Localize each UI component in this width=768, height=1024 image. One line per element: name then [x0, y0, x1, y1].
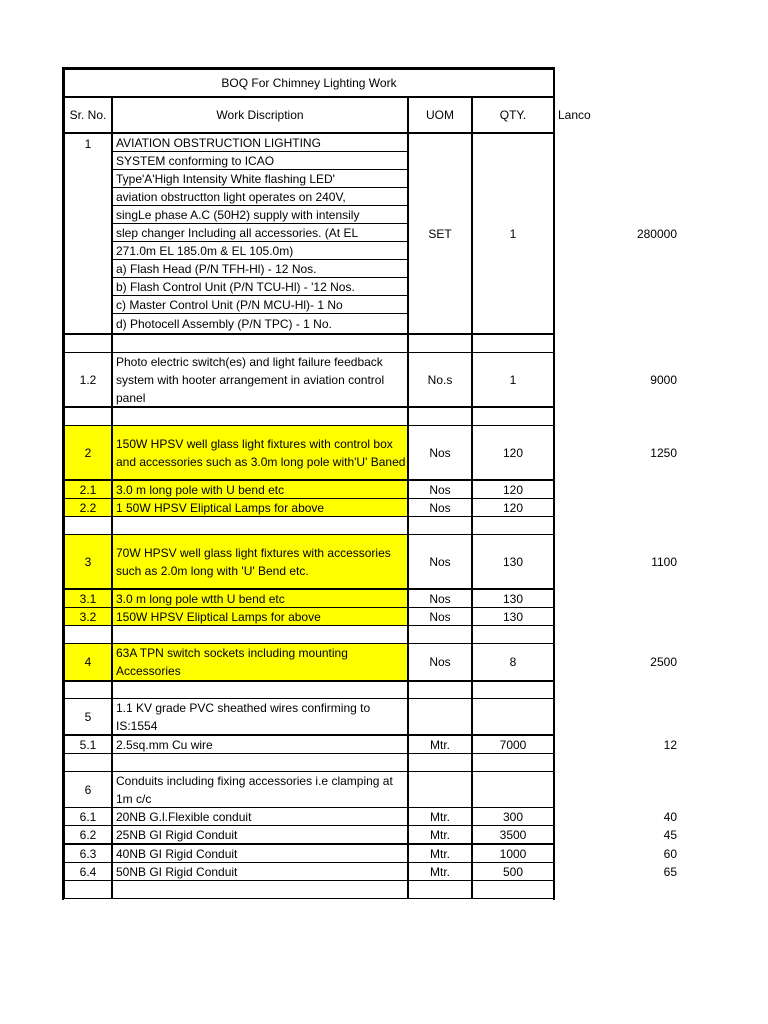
item-1-2-sr-no: 1.2 [64, 352, 112, 407]
spacer-row [64, 516, 112, 535]
item-6-4-lanco: 65 [663, 864, 677, 879]
item-2-sr-no: 2 [64, 425, 112, 480]
spacer-row [112, 334, 408, 353]
spacer-row [64, 880, 112, 899]
item-6-1-qty: 300 [472, 807, 554, 826]
item-6-4-uom: Mtr. [408, 862, 472, 881]
spacer-row [408, 753, 472, 772]
spacer-row [408, 681, 472, 699]
item-6-2-lanco: 45 [663, 827, 677, 842]
spacer-row [408, 625, 472, 644]
item-6-1-lanco: 40 [663, 809, 677, 824]
spacer-row [472, 681, 554, 699]
item-1-2-description: Photo electric switch(es) and light failure feedback system with hooter arrangement in aviation control panel [112, 352, 408, 407]
item-3-2-qty: 130 [472, 607, 554, 626]
header-work-description: Work Discription [112, 97, 408, 133]
table-title: BOQ For Chimney Lighting Work [64, 69, 554, 97]
item-1-lanco: 280000 [636, 227, 677, 241]
item-2-2-uom: Nos [408, 498, 472, 517]
item-1-line: b) Flash Control Unit (P/N TCU-Hl) - '12 Nos. [112, 277, 408, 296]
item-1-line: d) Photocell Assembly (P/N TPC) - 1 No. [112, 313, 408, 334]
item-2-uom: Nos [408, 425, 472, 480]
item-5-1-description: 2.5sq.mm Cu wire [112, 735, 408, 754]
item-5-1-sr-no: 5.1 [64, 735, 112, 754]
item-1-line: AVIATION OBSTRUCTION LIGHTING [112, 133, 408, 152]
item-4-sr-no: 4 [64, 643, 112, 681]
spacer-row [64, 753, 112, 772]
spacer-row [112, 516, 408, 535]
item-6-3-description: 40NB GI Rigid Conduit [112, 844, 408, 863]
item-1-line: singLe phase A.C (50H2) supply with intensily [112, 205, 408, 224]
item-6-qty [472, 771, 554, 808]
item-2-2-sr-no: 2.2 [64, 498, 112, 517]
spacer-row [472, 625, 554, 644]
spacer-row [112, 880, 408, 899]
item-6-2-description: 25NB GI Rigid Conduit [112, 825, 408, 844]
item-1-line: c) Master Control Unit (P/N MCU-Hl)- 1 No [112, 295, 408, 314]
item-5-qty [472, 698, 554, 735]
item-5-1-lanco: 12 [663, 737, 677, 752]
item-1-line: Type'A'High Intensity White flashing LED' [112, 169, 408, 188]
item-3-1-qty: 130 [472, 589, 554, 608]
item-6-uom [408, 771, 472, 808]
spacer-row [472, 880, 554, 899]
item-6-2-qty: 3500 [472, 825, 554, 844]
item-3-2-uom: Nos [408, 607, 472, 626]
table-outline-top [62, 67, 555, 69]
item-2-1-qty: 120 [472, 480, 554, 499]
item-2-1-sr-no: 2.1 [64, 480, 112, 499]
item-3-1-description: 3.0 m long pole wtth U bend etc [112, 589, 408, 608]
item-2-qty: 120 [472, 425, 554, 480]
spacer-row [408, 880, 472, 899]
item-6-1-sr-no: 6.1 [64, 807, 112, 826]
item-6-2-uom: Mtr. [408, 825, 472, 844]
item-1-2-lanco: 9000 [650, 373, 677, 387]
item-1-2-qty: 1 [472, 352, 554, 407]
item-2-1-uom: Nos [408, 480, 472, 499]
spacer-row [64, 681, 112, 699]
item-5-uom [408, 698, 472, 735]
item-2-description: 150W HPSV well glass light fixtures with control box and accessories such as 3.0m long pole with'U' Baned [112, 425, 408, 480]
spacer-row [408, 407, 472, 426]
spacer-row [472, 334, 554, 353]
spacer-row [112, 681, 408, 699]
item-6-3-uom: Mtr. [408, 844, 472, 863]
spacer-row [64, 407, 112, 426]
header-sr-no: Sr. No. [64, 97, 112, 133]
item-1-line: 271.0m EL 185.0m & EL 105.0m) [112, 241, 408, 260]
item-6-2-sr-no: 6.2 [64, 825, 112, 844]
item-2-2-qty: 120 [472, 498, 554, 517]
spacer-row [472, 407, 554, 426]
spacer-row [408, 334, 472, 353]
item-1-sr-no: 1 [64, 133, 112, 334]
item-4-description: 63A TPN switch sockets including mounting Accessories [112, 643, 408, 681]
item-1-line: SYSTEM conforming to ICAO [112, 151, 408, 170]
table-outline-right [553, 67, 555, 900]
item-1-qty: 1 [472, 133, 554, 334]
item-6-4-sr-no: 6.4 [64, 862, 112, 881]
item-6-sr-no: 6 [64, 771, 112, 808]
item-5-1-qty: 7000 [472, 735, 554, 754]
item-3-lanco: 1100 [651, 555, 677, 569]
item-5-1-uom: Mtr. [408, 735, 472, 754]
item-3-1-uom: Nos [408, 589, 472, 608]
item-1-line: aviation obstructton light operates on 240V, [112, 187, 408, 206]
item-2-2-description: 1 50W HPSV Eliptical Lamps for above [112, 498, 408, 517]
item-1-uom: SET [408, 133, 472, 334]
item-2-lanco: 1250 [650, 446, 677, 460]
item-6-3-qty: 1000 [472, 844, 554, 863]
item-1-2-uom: No.s [408, 352, 472, 407]
item-3-2-description: 150W HPSV Eliptical Lamps for above [112, 607, 408, 626]
item-4-uom: Nos [408, 643, 472, 681]
item-3-2-sr-no: 3.2 [64, 607, 112, 626]
spacer-row [112, 753, 408, 772]
item-2-1-description: 3.0 m long pole with U bend etc [112, 480, 408, 499]
item-5-description: 1.1 KV grade PVC sheathed wires confirming to IS:1554 [112, 698, 408, 735]
item-6-1-uom: Mtr. [408, 807, 472, 826]
item-1-line: slep changer Including all accessories. (At EL [112, 223, 408, 242]
item-6-1-description: 20NB G.l.Flexible conduit [112, 807, 408, 826]
item-4-qty: 8 [472, 643, 554, 681]
item-3-description: 70W HPSV well glass light fixtures with accessories such as 2.0m long with 'U' Bend etc. [112, 534, 408, 589]
table-outline-left [62, 67, 64, 900]
item-6-3-lanco: 60 [663, 846, 677, 861]
item-6-description: Conduits including fixing accessories i.e clamping at 1m c/c [112, 771, 408, 808]
header-lanco: Lanco [558, 108, 591, 122]
item-5-sr-no: 5 [64, 698, 112, 735]
spacer-row [64, 625, 112, 644]
item-6-4-qty: 500 [472, 862, 554, 881]
spacer-row [408, 516, 472, 535]
spacer-row [112, 625, 408, 644]
item-3-1-sr-no: 3.1 [64, 589, 112, 608]
spacer-row [64, 334, 112, 353]
item-1-line: a) Flash Head (P/N TFH-Hl) - 12 Nos. [112, 259, 408, 278]
spacer-row [112, 407, 408, 426]
header-uom: UOM [408, 97, 472, 133]
header-qty: QTY. [472, 97, 554, 133]
item-3-qty: 130 [472, 534, 554, 589]
item-6-4-description: 50NB GI Rigid Conduit [112, 862, 408, 881]
item-4-lanco: 2500 [650, 655, 677, 669]
item-3-uom: Nos [408, 534, 472, 589]
item-3-sr-no: 3 [64, 534, 112, 589]
item-6-3-sr-no: 6.3 [64, 844, 112, 863]
spacer-row [472, 753, 554, 772]
spacer-row [472, 516, 554, 535]
